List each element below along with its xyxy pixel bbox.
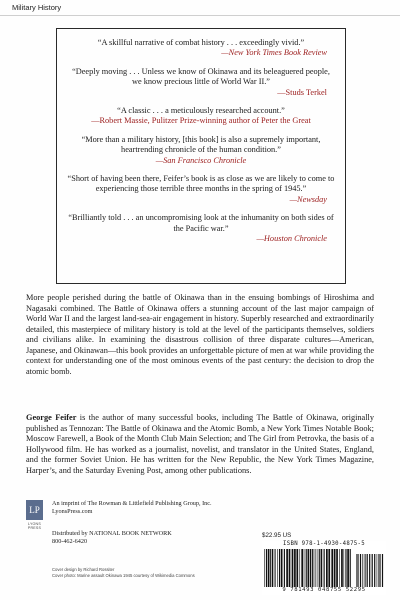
barcode-addon-digits: 52295	[345, 587, 366, 593]
imprint-line: An imprint of The Rowman & Littlefield Publishing Group, Inc.	[52, 500, 212, 507]
barcode-bar	[331, 549, 333, 587]
barcode-addon-bar	[374, 554, 375, 587]
barcode-addon-bar	[367, 554, 368, 587]
barcode-digits	[262, 587, 386, 593]
barcode-bar	[317, 549, 318, 587]
quote-2	[67, 67, 335, 98]
barcode-bar	[299, 549, 300, 587]
cover-credits	[52, 567, 195, 579]
review-quotes-box	[56, 28, 346, 284]
quote-text: “More than a military history, [this book] is also a supremely important, heartrending chronicle of the human condition.”	[81, 134, 321, 155]
book-description: More people perished during the battle of Okinawa than in the ensuing bombings of Hiroshima and Nagasaki combined. The Battle of Okinawa offers a stunning account of the last major campaign of World War II and the largest land-sea-air engagement in history. Superbly researched and extraordinarily detailed, this masterpiece of military history is told at the level of the participants themselves, soldiers and civilians alike. In examining the disastrous collision of three disparate cultures—American, Japanese, and Okinawan—this book provides an unforgettable picture of men at war while providing the context for understanding one of the most ominous events of the past century: the decision to drop the atomic bomb.	[26, 293, 374, 376]
barcode-addon-bar	[382, 554, 383, 587]
barcode-addon-bar	[369, 554, 370, 587]
logo-wordmark: LYONS PRESS	[27, 522, 42, 530]
barcode-bar	[321, 549, 323, 587]
barcode-bar	[319, 549, 320, 587]
barcode-addon-bar	[378, 554, 379, 587]
barcode-addon-bar	[377, 554, 378, 587]
quote-3	[67, 106, 335, 127]
barcode-addon-bar	[364, 554, 365, 587]
barcode-bar	[336, 549, 338, 587]
barcode-bar	[304, 549, 305, 587]
barcode-image	[262, 549, 386, 587]
barcode-bar	[315, 549, 316, 587]
quote-4	[67, 135, 335, 166]
distributor-info	[52, 530, 172, 546]
imprint-info	[52, 500, 212, 516]
barcode-bar	[281, 549, 283, 587]
quote-text: “A classic . . . a meticulously researched account.”	[117, 106, 285, 116]
publisher-website: LyonsPress.com	[52, 508, 93, 515]
author-bio	[26, 413, 374, 476]
distributor-phone: 800-462-6420	[52, 538, 88, 545]
barcode-bar	[308, 549, 310, 587]
barcode-addon-bar	[365, 554, 366, 587]
barcode-bar	[334, 549, 336, 587]
barcode-bar	[312, 549, 313, 587]
barcode-bar	[284, 549, 285, 587]
cover-design-credit: Cover design by Richard Rossiter	[52, 567, 115, 572]
quote-attribution: —Robert Massie, Pulitzer Prize-winning author of Peter the Great	[91, 116, 311, 126]
barcode-addon-bar	[379, 554, 380, 587]
barcode-bar	[294, 549, 296, 587]
quote-attribution: —Newsday	[289, 194, 327, 204]
barcode-bar	[324, 549, 325, 587]
price-label: $22.95 US	[262, 532, 292, 539]
barcode-addon-bar	[362, 554, 363, 587]
barcode-bar	[264, 549, 265, 587]
category-bar	[0, 0, 400, 16]
barcode-bar	[286, 549, 288, 587]
isbn-label: ISBN 978-1-4930-4875-5	[283, 541, 365, 547]
barcode-bar	[341, 549, 343, 587]
barcode-bar	[344, 549, 345, 587]
barcode-addon-bar	[357, 554, 358, 587]
barcode-bar	[289, 549, 291, 587]
barcode-bar	[350, 549, 351, 587]
barcode-bar	[345, 549, 346, 587]
barcode-bar	[292, 549, 294, 587]
barcode-bar	[275, 549, 276, 587]
quote-text: “A skillful narrative of combat history . . . exceedingly vivid.”	[97, 38, 305, 47]
barcode-bar	[314, 549, 315, 587]
quote-attribution: —Studs Terkel	[277, 87, 327, 97]
distributor-line: Distributed by NATIONAL BOOK NETWORK	[52, 530, 172, 537]
quote-attribution: —New York Times Book Review	[221, 48, 327, 58]
quote-1	[67, 38, 335, 59]
barcode-bar	[274, 549, 275, 587]
quote-attribution: —San Francisco Chronicle	[155, 155, 247, 165]
quote-text: “Brilliantly told . . . an uncompromising look at the inhumanity on both sides of the Pacific war.”	[68, 213, 334, 233]
svg-text:LP: LP	[29, 505, 40, 515]
barcode-box	[262, 541, 386, 595]
quote-text: “Short of having been there, Feifer’s book is as close as we are likely to come to experiencing those terrible three months in the spring of 1945.”	[67, 174, 335, 194]
barcode-bar	[301, 549, 303, 587]
barcode-bar	[296, 549, 298, 587]
publisher-section	[0, 498, 400, 600]
quote-5	[67, 174, 335, 205]
category-label: Military History	[12, 3, 62, 12]
author-name: George Feifer	[26, 413, 77, 422]
barcode-bar	[277, 549, 278, 587]
quote-attribution: —Houston Chronicle	[256, 234, 327, 244]
barcode-bar	[328, 549, 330, 587]
barcode-bar	[306, 549, 307, 587]
barcode-bar	[270, 549, 271, 587]
barcode-bar	[268, 549, 270, 587]
barcode-bar	[310, 549, 311, 587]
barcode-bar	[339, 549, 340, 587]
quote-text: “Deeply moving . . . Unless we know of Okinawa and its beleaguered people, we know precious little of World War II.”	[72, 66, 330, 87]
barcode-bar	[279, 549, 280, 587]
barcode-bar	[347, 549, 349, 587]
cover-photo-credit: Cover photo: Marine assault Okinawa 1945 courtesy of Wikimedia Commons	[52, 573, 195, 578]
barcode-bar	[326, 549, 328, 587]
barcode-bar	[272, 549, 273, 587]
lyons-press-logo	[26, 500, 43, 520]
barcode-main-digits: 9 781493 048755	[282, 587, 342, 593]
author-bio-text: is the author of many successful books, including The Battle of Okinawa, originally published as Tennozan: The Battle of Okinawa and the Atomic Bomb, a New York Times Notable Book; Moscow Farewell, a Book of the Month Club Main Selection; and The Girl from Petrovka, the basis of a Hollywood film. He has worked as a journalist, novelist, and translator in the United States, England, and the former Soviet Union. He has written for the New Republic, the New York Times Magazine, Harper’s, and the Saturday Evening Post, among other publications.	[26, 413, 374, 475]
barcode-addon-bar	[372, 554, 373, 587]
quote-6	[67, 213, 335, 244]
barcode-bar	[266, 549, 267, 587]
barcode-addon-bar	[360, 554, 361, 587]
barcode-addon-bar	[356, 554, 357, 587]
